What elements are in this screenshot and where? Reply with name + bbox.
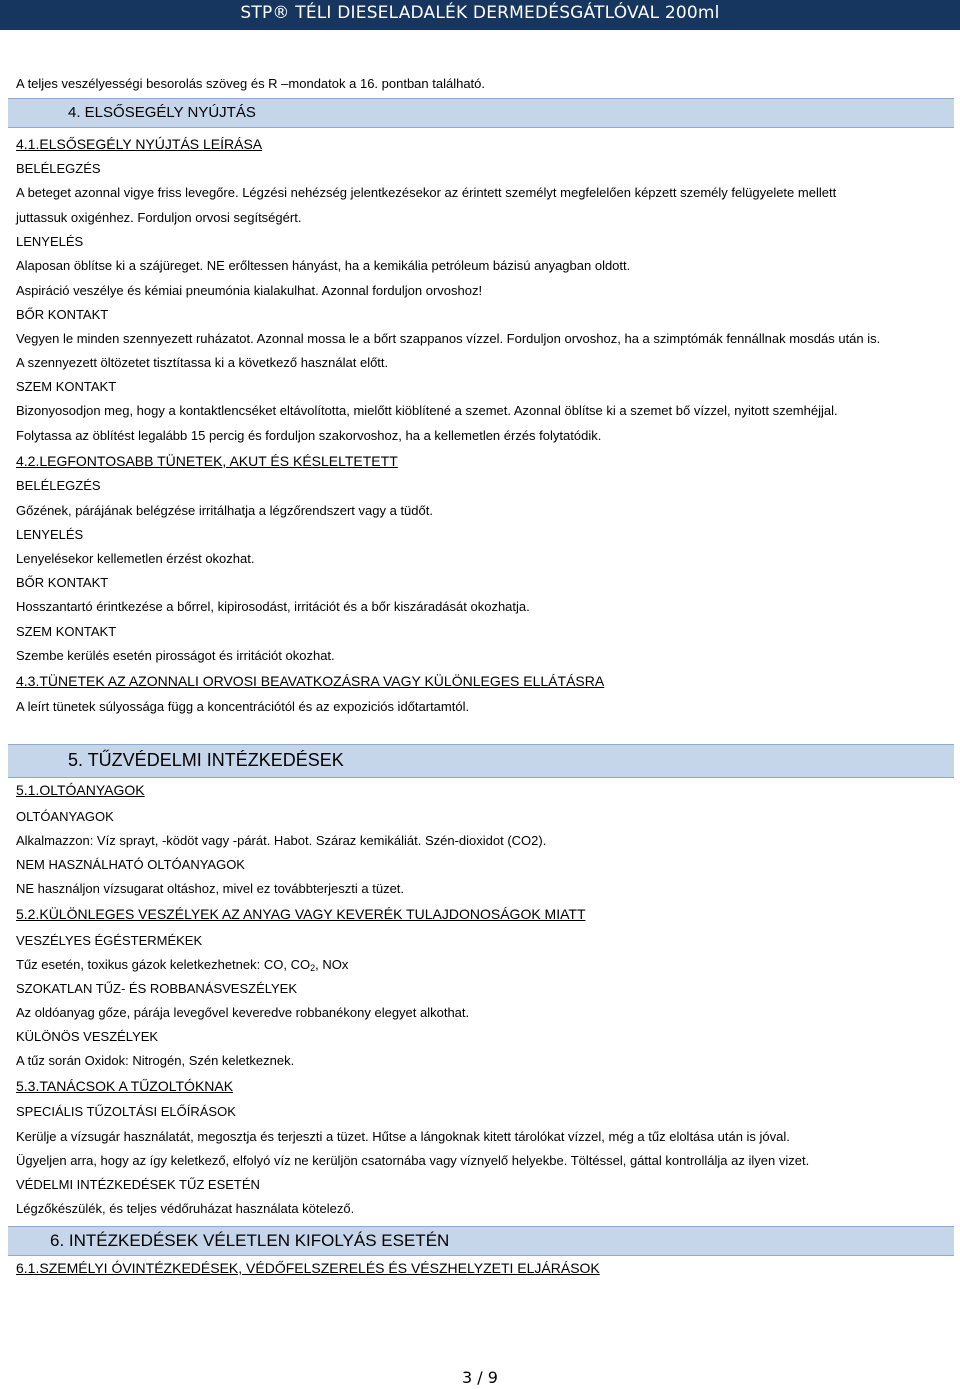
s52-text1-suffix: , NOx bbox=[315, 957, 349, 972]
document-title: STP® TÉLI DIESELADALÉK DERMEDÉSGÁTLÓVAL 200ml bbox=[240, 3, 720, 23]
section-6-1-title: 6.1.SZEMÉLYI ÓVINTÉZKEDÉSEK, VÉDŐFELSZERELÉS ÉS VÉSZHELYZETI ELJÁRÁSOK bbox=[16, 1260, 600, 1276]
section-6-header bbox=[8, 1226, 954, 1256]
intro-line: A teljes veszélyességi besorolás szöveg és R –mondatok a 16. pontban található. bbox=[16, 76, 486, 91]
s52-label3: KÜLÖNÖS VESZÉLYEK bbox=[16, 1029, 159, 1044]
section-5-3-title: 5.3.TANÁCSOK A TŰZOLTÓKNAK bbox=[16, 1078, 234, 1094]
section-5-2-title: 5.2.KÜLÖNLEGES VESZÉLYEK AZ ANYAG VAGY KEVERÉK TULAJDONOSÁGOK MIATT bbox=[16, 906, 586, 922]
section-5-title: 5. TŰZVÉDELMI INTÉZKEDÉSEK bbox=[68, 750, 344, 770]
s42-inhalation-label: BELÉLEGZÉS bbox=[16, 478, 101, 493]
page-number: 3 / 9 bbox=[462, 1368, 498, 1387]
s52-text2: Az oldóanyag gőze, párája levegővel keveredve robbanékony elegyet alkothat. bbox=[16, 1005, 470, 1020]
s41-inhalation-line2: juttassuk oxigénhez. Forduljon orvosi segítségért. bbox=[16, 210, 302, 225]
s53-text2: Légzőkészülék, és teljes védőruházat használata kötelező. bbox=[16, 1201, 355, 1216]
section-5-header bbox=[8, 744, 954, 778]
s41-eye-label: SZEM KONTAKT bbox=[16, 379, 117, 394]
s42-eye-label: SZEM KONTAKT bbox=[16, 624, 117, 639]
document-header bbox=[0, 0, 960, 30]
s51-label1: OLTÓANYAGOK bbox=[16, 809, 114, 824]
s42-skin-text: Hosszantartó érintkezése a bőrrel, kipirosodást, irritációt és a bőr kiszáradását okozhatja. bbox=[16, 599, 530, 614]
section-4-1-title: 4.1.ELSŐSEGÉLY NYÚJTÁS LEÍRÁSA bbox=[16, 136, 263, 152]
s52-text1-prefix: Tűz esetén, toxikus gázok keletkezhetnek: CO, CO bbox=[16, 957, 311, 972]
s41-ingestion-line1: Alaposan öblítse ki a szájüreget. NE erőltessen hányást, ha a kemikália petróleum bázisú anyagban oldott. bbox=[16, 258, 631, 273]
s53-label1: SPECIÁLIS TŰZOLTÁSI ELŐÍRÁSOK bbox=[16, 1104, 236, 1119]
s41-skin-line2: A szennyezett öltözetet tisztítassa ki a következő használat előtt. bbox=[16, 355, 389, 370]
s42-ingestion-text: Lenyelésekor kellemetlen érzést okozhat. bbox=[16, 551, 255, 566]
s41-skin-line1: Vegyen le minden szennyezett ruházatot. Azonnal mossa le a bőrt szappanos vízzel. Forduljon orvoshoz, ha a szimptómák fennállnak mosdás után is. bbox=[16, 331, 881, 346]
s51-text2: NE használjon vízsugarat oltáshoz, mivel ez továbbterjeszti a tüzet. bbox=[16, 881, 405, 896]
s52-text1-subscript: 2 bbox=[310, 963, 316, 973]
s41-skin-label: BŐR KONTAKT bbox=[16, 307, 109, 322]
s52-text1 bbox=[16, 957, 348, 973]
s42-ingestion-label: LENYELÉS bbox=[16, 527, 84, 542]
s51-label2: NEM HASZNÁLHATÓ OLTÓANYAGOK bbox=[16, 857, 245, 872]
s42-eye-text: Szembe kerülés esetén pirosságot és irritációt okozhat. bbox=[16, 648, 335, 663]
section-4-header bbox=[8, 98, 954, 128]
s41-inhalation-label: BELÉLEGZÉS bbox=[16, 161, 101, 176]
s42-skin-label: BŐR KONTAKT bbox=[16, 575, 109, 590]
s53-text1-line1: Kerülje a vízsugár használatát, megosztja és terjeszti a tüzet. Hűtse a lángoknak kitett tárolókat vízzel, még a tűz eloltása után is jóval. bbox=[16, 1129, 790, 1144]
s52-text3: A tűz során Oxidok: Nitrogén, Szén keletkeznek. bbox=[16, 1053, 295, 1068]
s53-label2: VÉDELMI INTÉZKEDÉSEK TŰZ ESETÉN bbox=[16, 1177, 260, 1192]
s42-inhalation-text: Gőzének, párájának belégzése irritálhatja a légzőrendszert vagy a tüdőt. bbox=[16, 503, 433, 518]
s52-label1: VESZÉLYES ÉGÉSTERMÉKEK bbox=[16, 933, 203, 948]
s41-ingestion-line2: Aspiráció veszélye és kémiai pneumónia kialakulhat. Azonnal forduljon orvoshoz! bbox=[16, 283, 483, 298]
section-4-2-title: 4.2.LEGFONTOSABB TÜNETEK, AKUT ÉS KÉSLELTETETT bbox=[16, 453, 398, 469]
s41-ingestion-label: LENYELÉS bbox=[16, 234, 84, 249]
s51-text1: Alkalmazzon: Víz sprayt, -ködöt vagy -párát. Habot. Száraz kemikáliát. Szén-dioxidot (CO2). bbox=[16, 833, 547, 848]
section-4-title: 4. ELSŐSEGÉLY NYÚJTÁS bbox=[68, 104, 256, 121]
s43-text: A leírt tünetek súlyossága függ a koncentrációtól és az expoziciós időtartamtól. bbox=[16, 699, 470, 714]
s52-label2: SZOKATLAN TŰZ- ÉS ROBBANÁSVESZÉLYEK bbox=[16, 981, 298, 996]
section-5-1-title: 5.1.OLTÓANYAGOK bbox=[16, 782, 145, 798]
s41-eye-line1: Bizonyosodjon meg, hogy a kontaktlencséket eltávolította, mielőtt kiöblítené a szemet. Azonnal öblítse ki a szemet bő vízzel, nyitott szemhéjjal. bbox=[16, 403, 838, 418]
section-6-title: 6. INTÉZKEDÉSEK VÉLETLEN KIFOLYÁS ESETÉN bbox=[50, 1231, 450, 1250]
s41-inhalation-line1: A beteget azonnal vigye friss levegőre. Légzési nehézség jelentkezésekor az érintett személyt megfelelően képzett személy felügyelete mellett bbox=[16, 185, 837, 200]
s53-text1-line2: Ügyeljen arra, hogy az így keletkező, elfolyó víz ne kerüljön csatornába vagy víznyelő helyekbe. Töltéssel, gáttal kontrollálja az ilyen vizet. bbox=[16, 1153, 810, 1168]
section-4-3-title: 4.3.TÜNETEK AZ AZONNALI ORVOSI BEAVATKOZÁSRA VAGY KÜLÖNLEGES ELLÁTÁSRA bbox=[16, 673, 605, 689]
s41-eye-line2: Folytassa az öblítést legalább 15 percig és forduljon szakorvoshoz, ha a kellemetlen érzés folytatódik. bbox=[16, 428, 602, 443]
